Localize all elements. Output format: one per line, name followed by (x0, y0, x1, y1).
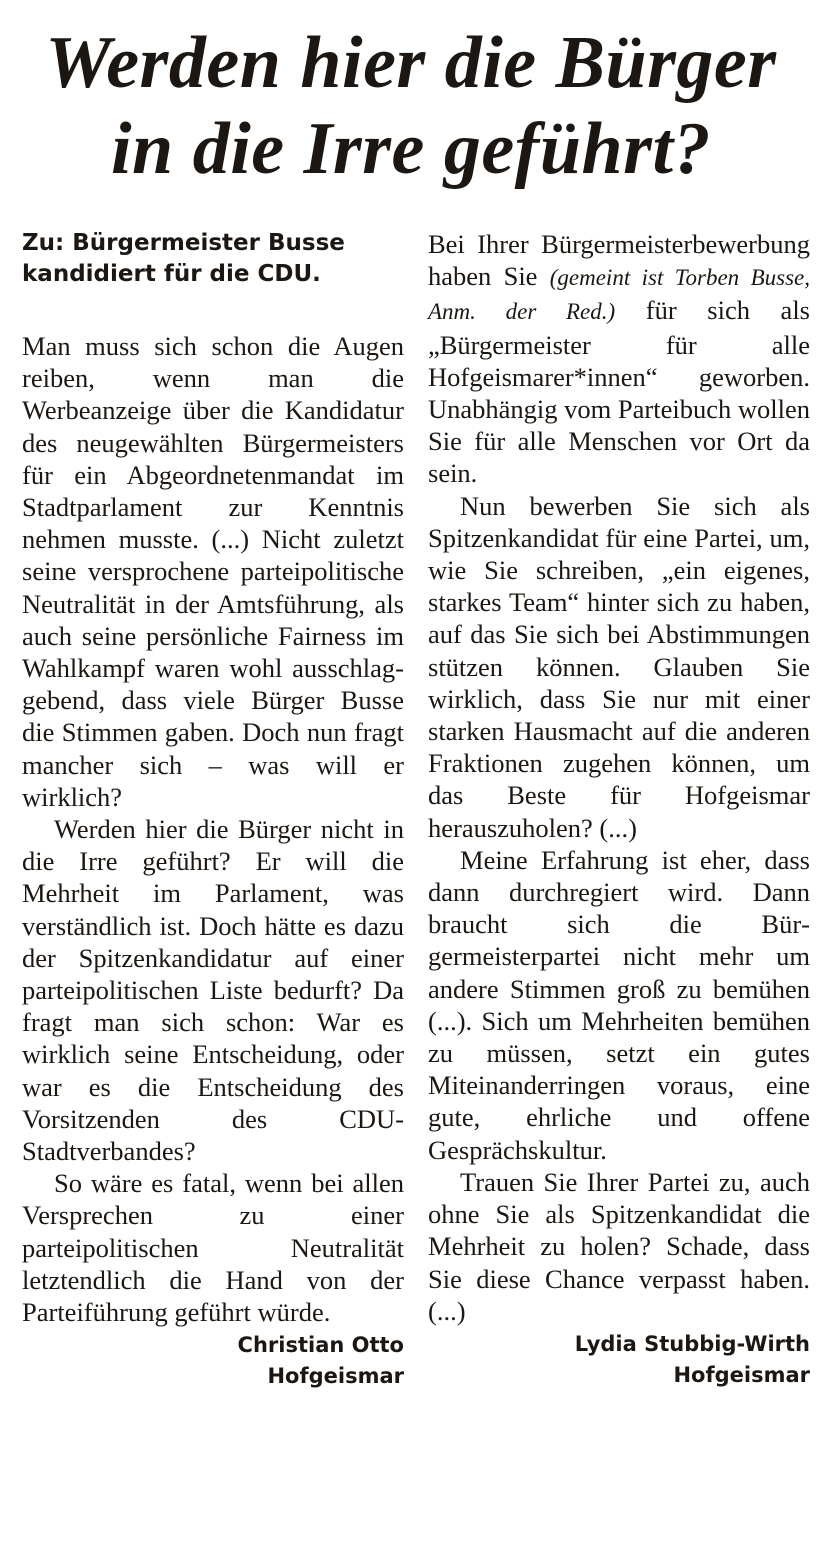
paragraph-text: für sich als „Bürgermeister für alle Hofgeismarer*innen“ geworben. Unabhängig vom Parteibuch wollen Sie für alle Menschen vor Ort da sein. (428, 295, 810, 489)
reference-line-1: Zu: Bürgermeister Busse (22, 230, 345, 256)
reference-line-2: kandidiert für die CDU. (22, 261, 321, 287)
letter-paragraph: Meine Erfahrung ist eher, dass dann durchregiert wird. Dann braucht sich die Bürgermeisterpartei nicht mehr um andere Stimmen groß zu bemühen (...). Sich um Mehrheiten bemühen zu müssen, setzt ein gutes Miteinanderringen voraus, eine gute, ehrliche und offene Gesprächskultur. (428, 844, 810, 1165)
letter-reference (22, 228, 404, 290)
letter-paragraph: Trauen Sie Ihrer Partei zu, auch ohne Sie als Spitzenkandidat die Mehrheit zu holen? Schade, dass Sie diese Chance verpasst haben. (...) (428, 1166, 810, 1326)
author-name: Lydia Stubbig-Wirth (574, 1331, 810, 1356)
letter-paragraph (428, 228, 810, 490)
headline (0, 20, 822, 192)
author-place: Hofgeismar (673, 1362, 810, 1387)
author-name: Christian Otto (237, 1333, 404, 1358)
letter-column-right (428, 228, 810, 1391)
letter-signature (22, 1330, 404, 1392)
editor-note: (gemeint ist Torben Busse, Anm. der Red.) (428, 265, 810, 325)
headline-line-2: in die Irre geführt? (110, 108, 711, 190)
letter-paragraph: Werden hier die Bürger nicht in die Irre geführt? Er will die Mehrheit im Parlament, was verständlich ist. Doch hätte es dazu der Spitzenkandidatur auf einer parteipolitischen Liste bedurft? Da fragt man sich schon: War es wirklich seine Entscheidung, oder war es die Entscheidung des Vorsitzenden des CDU- Stadtverbandes? (22, 814, 404, 1167)
author-place: Hofgeismar (267, 1364, 404, 1389)
paragraph-text: Bei Ihrer Bürgermeisterbewerbung haben Sie (428, 229, 810, 292)
letter-paragraph: So wäre es fatal, wenn bei allen Versprechen zu einer parteipolitischen Neutralität letztendlich die Hand von der Parteiführung geführt würde. (22, 1168, 404, 1328)
letter-column-left (22, 228, 404, 1392)
letter-paragraph: Nun bewerben Sie sich als Spitzenkandidat für eine Partei, um, wie Sie schreiben, „ein eigenes, starkes Team“ hinter sich zu haben, auf das Sie sich bei Abstimmungen stützen können. Glauben Sie wirklich, dass Sie nur mit einer starken Hausmacht auf die anderen Fraktionen zugehen können, um das Beste für Hofgeismar herauszuholen? (...) (428, 490, 810, 843)
letter-paragraph: Man muss sich schon die Augen reiben, wenn man die Werbeanzeige über die Kandidatur des neugewählten Bürgermeisters für ein Abgeordnetenmandat im Stadtparlament zur Kenntnis nehmen musste. (...) Nicht zuletzt seine versprochene parteipolitische Neutralität in der Amtsführung, als auch seine persönliche Fairness im Wahlkampf waren wohl ausschlaggebend, dass viele Bürger Busse die Stimmen gaben. Doch nun fragt mancher sich – was will er wirklich? (22, 331, 404, 812)
headline-line-1: Werden hier die Bürger (45, 22, 777, 104)
letter-signature (428, 1329, 810, 1391)
